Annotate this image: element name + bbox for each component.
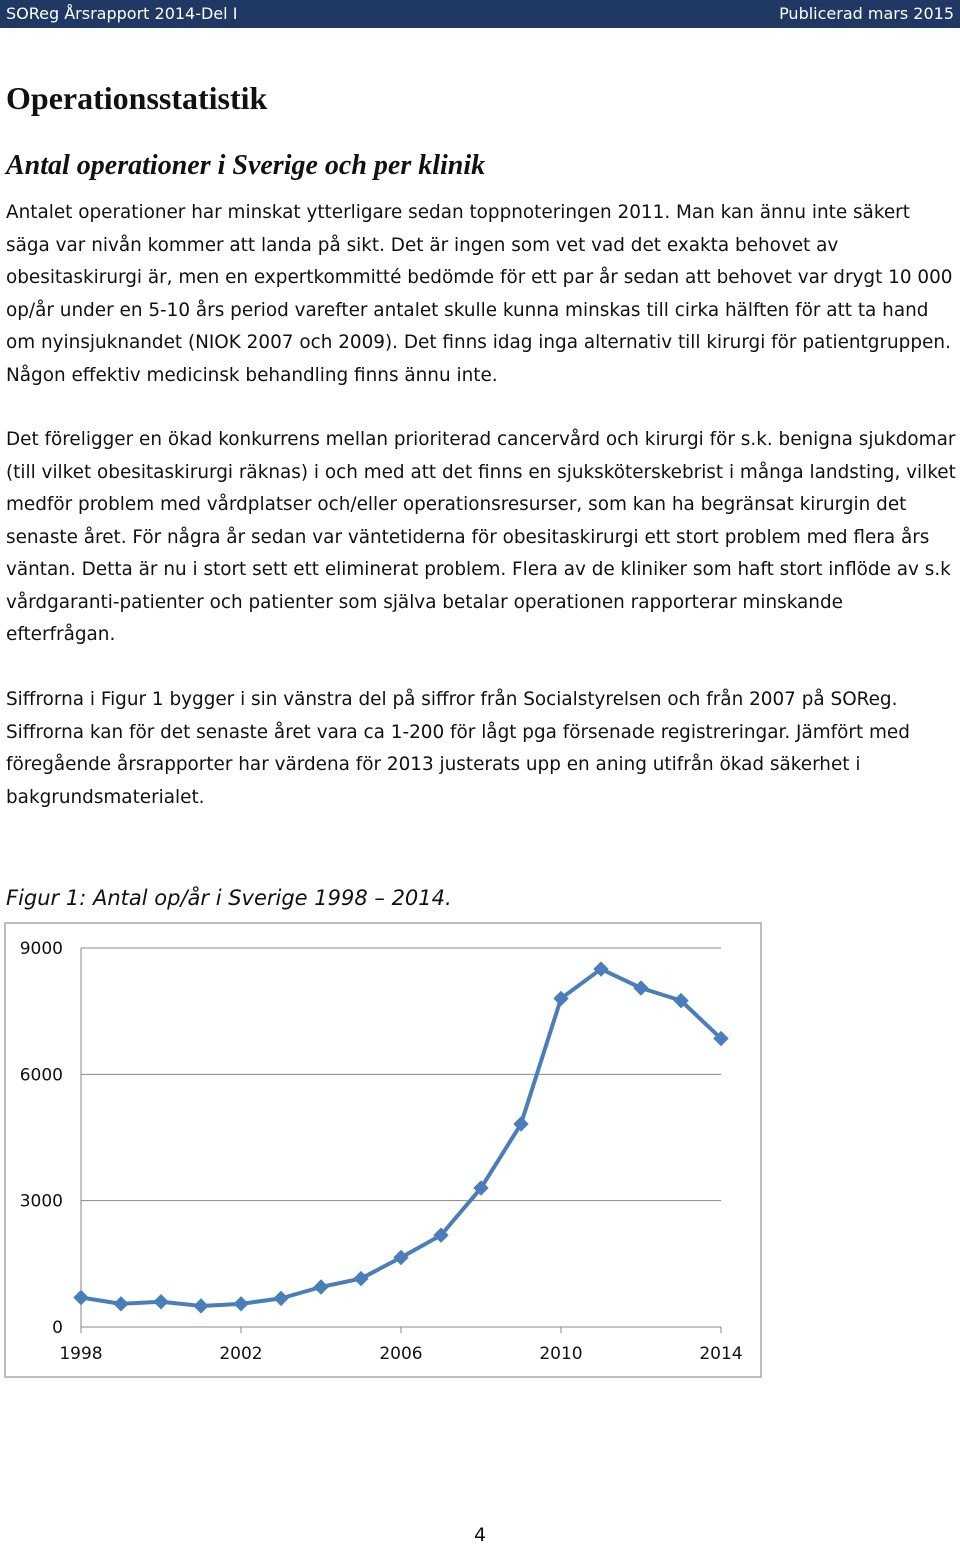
section-title: Operationsstatistik <box>6 80 268 116</box>
paragraph-3: Siffrorna i Figur 1 bygger i sin vänstra del på siffror från Socialstyrelsen och från 2007 på SOReg. Siffrorna kan för det senaste året vara ca 1-200 för lågt pga försenade registreringar. Jämfört med föregående årsrapporter har värdena för 2013 justerats upp en aning utifrån ökad säkerhet i bakgrundsmaterialet. <box>6 689 910 808</box>
data-point-marker <box>634 981 648 995</box>
line-chart <box>4 922 762 1378</box>
data-point-marker <box>354 1272 368 1286</box>
paragraph-2: Det föreligger en ökad konkurrens mellan prioriterad cancervård och kirurgi för s.k. benigna sjukdomar (till vilket obesitaskirurgi räknas) i och med att det finns en sjuksköterskebrist i många landsting, vilket medför problem med vårdplatser och/eller operationsresurser, som kan ha begränsat kirurgin det senaste året. För några år sedan var väntetiderna för obesitaskirurgi ett stort problem med flera års väntan. Detta är nu i stort sett ett eliminerat problem. Flera av de kliniker som haft stort inflöde av s.k vårdgaranti-patienter och patienter som själva betalar operationen rapporterar minskande efterfrågan. <box>6 429 956 645</box>
x-tick-label: 2014 <box>699 1344 743 1364</box>
data-point-marker <box>274 1291 288 1305</box>
x-tick-label: 2002 <box>219 1344 263 1364</box>
header-publication-date: Publicerad mars 2015 <box>779 4 954 23</box>
data-point-marker <box>314 1280 328 1294</box>
chart-canvas <box>6 924 764 1380</box>
page-header <box>0 0 960 28</box>
figure-caption: Figur 1: Antal op/år i Sverige 1998 – 2014. <box>6 886 452 910</box>
x-tick-label: 2006 <box>379 1344 423 1364</box>
data-point-marker <box>154 1295 168 1309</box>
x-tick-label: 2010 <box>539 1344 583 1364</box>
y-tick-label: 3000 <box>19 1191 63 1212</box>
data-point-marker <box>114 1297 128 1311</box>
x-tick-label: 1998 <box>59 1344 103 1364</box>
data-point-marker <box>194 1299 208 1313</box>
paragraph-1: Antalet operationer har minskat ytterligare sedan toppnoteringen 2011. Man kan ännu inte säkert säga var nivån kommer att landa på sikt. Det är ingen som vet vad det exakta behovet av obesitaskirurgi är, men en expertkommitté bedömde för ett par år sedan att behovet var drygt 10 000 op/år under en 5-10 års period varefter antalet skulle kunna minskas till cirka hälften för att ta hand om nyinsjuknandet (NIOK 2007 och 2009). Det finns idag inga alternativ till kirurgi för patientgruppen. Någon effektiv medicinsk behandling finns ännu inte. <box>6 202 953 386</box>
header-report-title: SOReg Årsrapport 2014-Del I <box>6 4 238 23</box>
section-subtitle: Antal operationer i Sverige och per klinik <box>6 150 486 181</box>
y-tick-label: 9000 <box>19 939 63 959</box>
data-point-marker <box>74 1291 88 1305</box>
page-number: 4 <box>473 1524 487 1546</box>
y-tick-label: 0 <box>52 1318 63 1338</box>
data-point-marker <box>234 1297 248 1311</box>
y-tick-label: 6000 <box>19 1065 63 1086</box>
